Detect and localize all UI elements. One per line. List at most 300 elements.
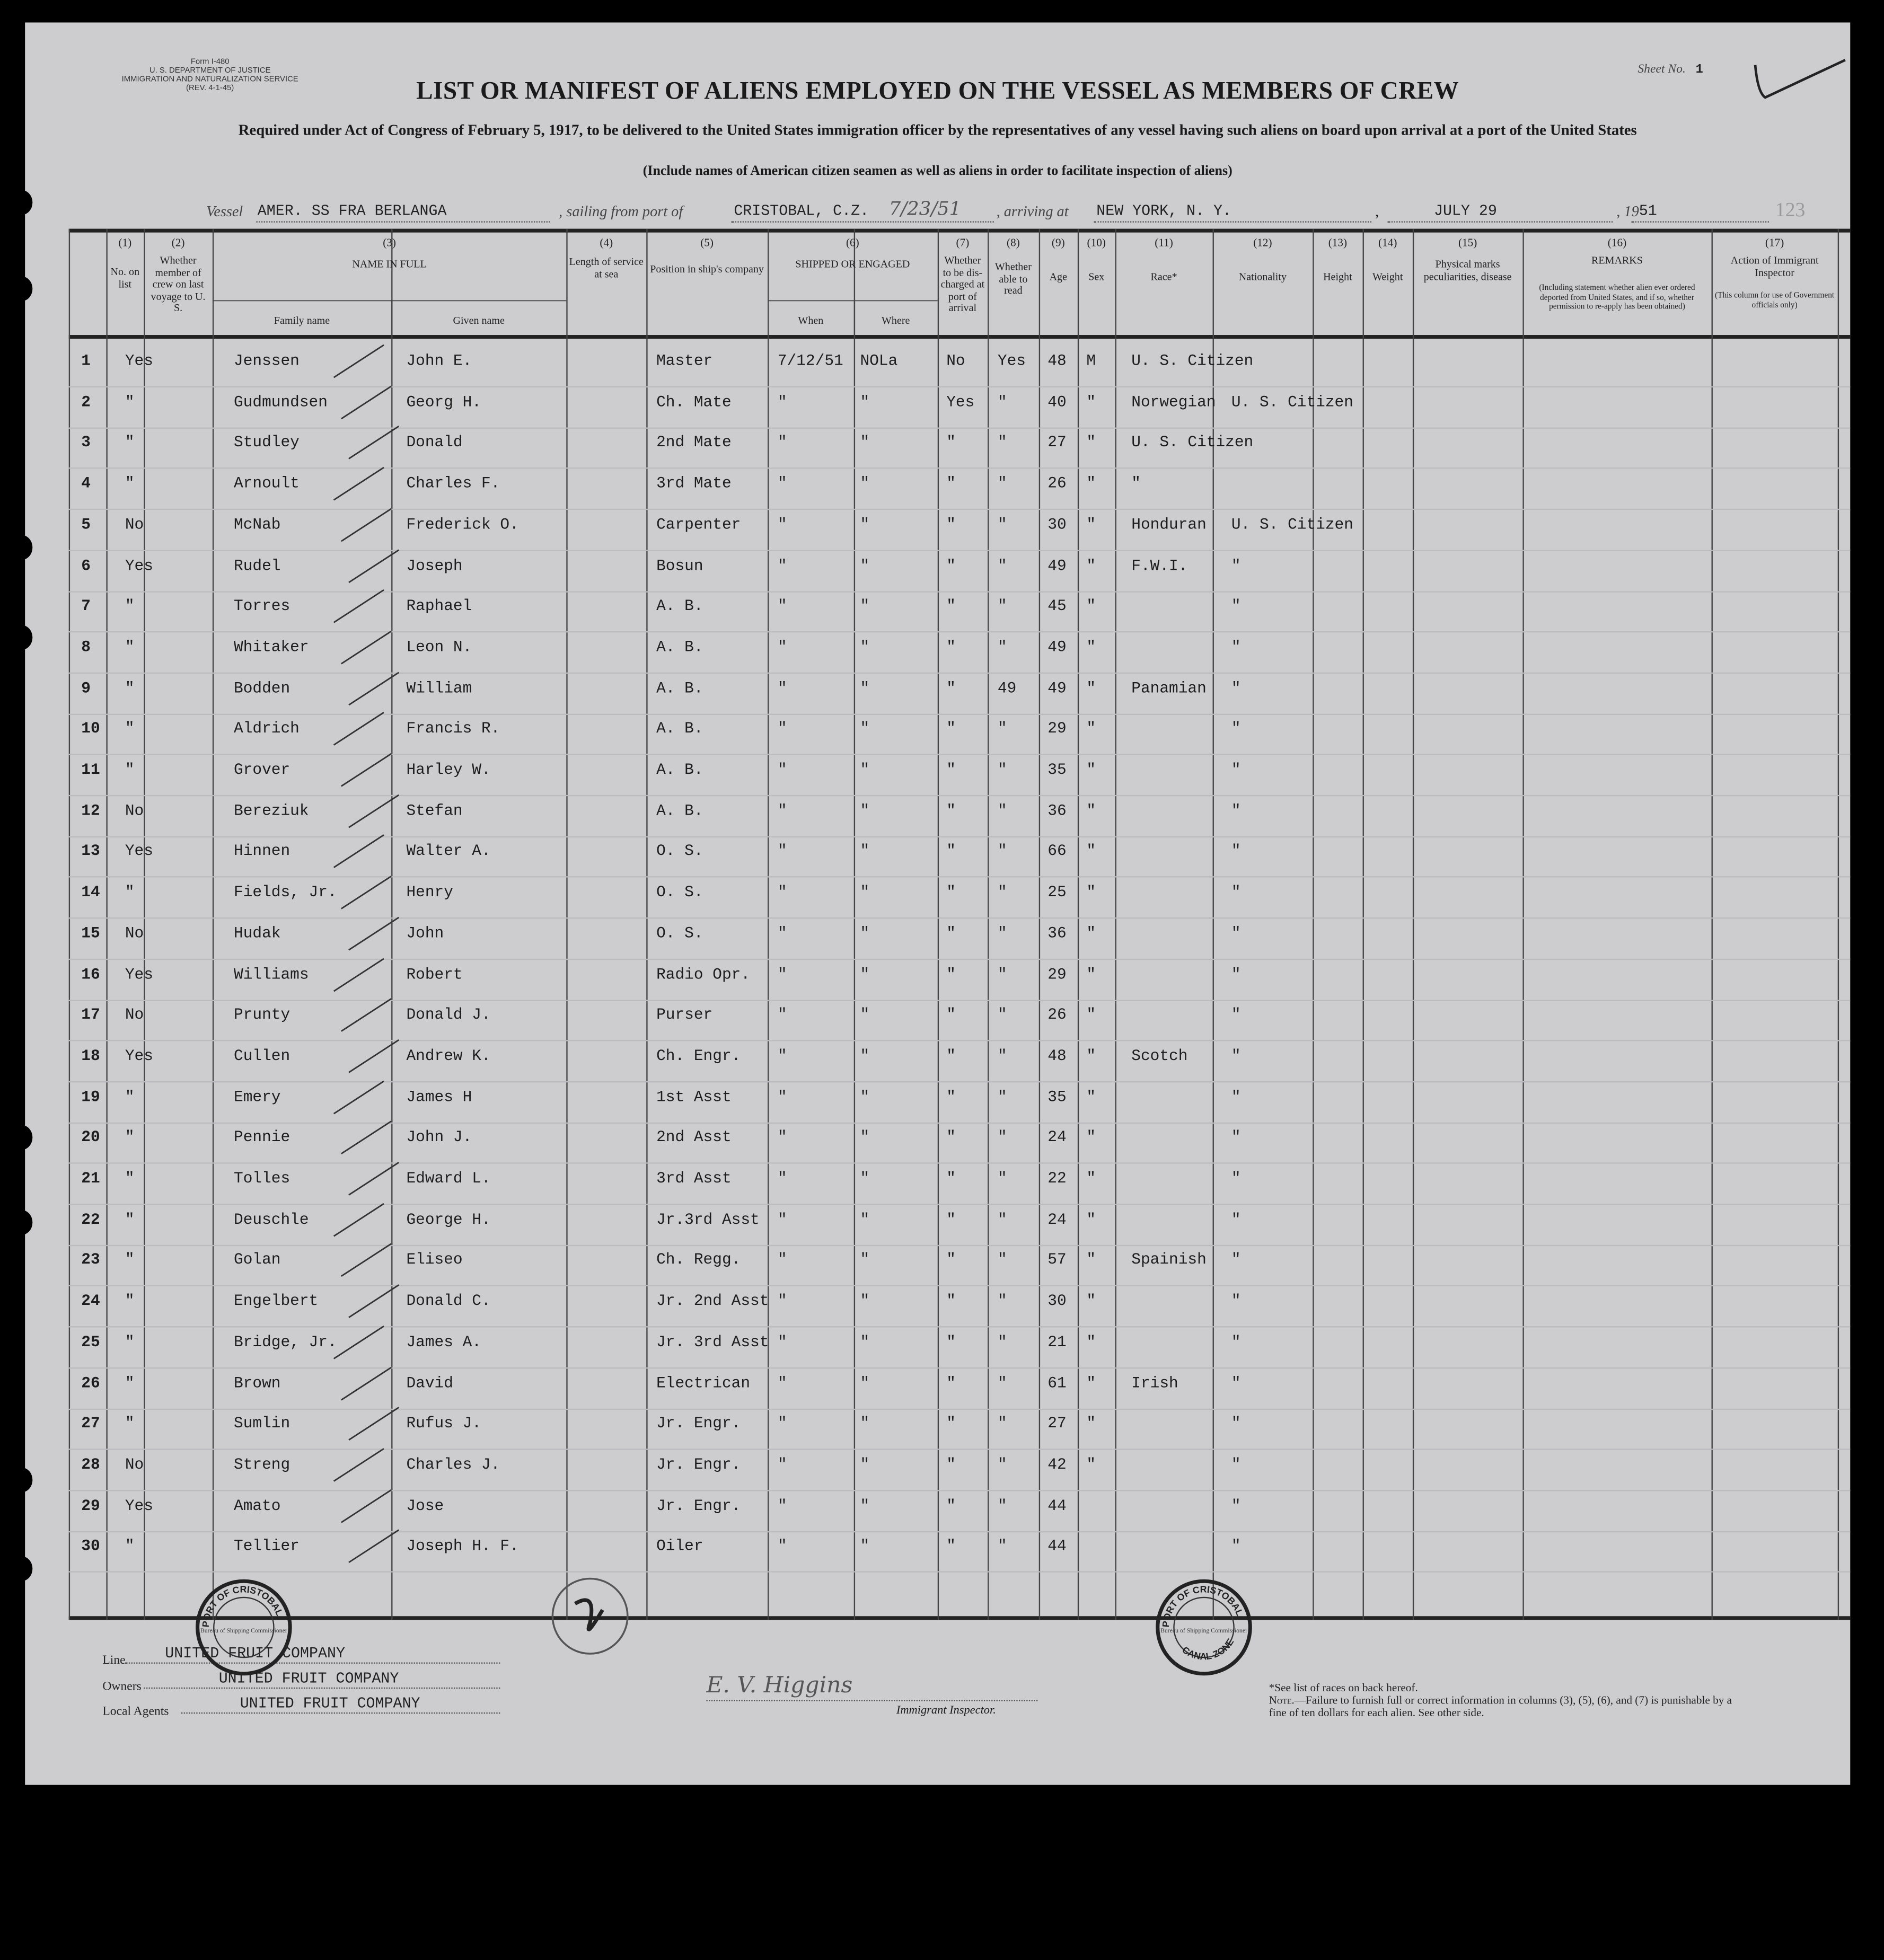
column-number: (5) [700, 236, 714, 249]
shipped-where: " [860, 884, 870, 902]
family-name: Streng [234, 1456, 290, 1474]
sex: M [1086, 352, 1096, 370]
given-name: Joseph H. F. [406, 1538, 519, 1556]
family-name: Tolles [234, 1170, 290, 1188]
nationality: " [1231, 1251, 1241, 1269]
shipped-when: " [777, 1006, 787, 1024]
column-divider [1313, 229, 1314, 1620]
crew-last-voyage: No [125, 1456, 144, 1474]
able-to-read: " [997, 434, 1007, 452]
column-divider [1413, 229, 1414, 1620]
age: 40 [1047, 393, 1067, 411]
arrival-date: JULY 29 [1433, 202, 1497, 220]
shipped-when: " [777, 884, 787, 902]
row-number: 30 [81, 1538, 100, 1556]
column-number: (4) [600, 236, 613, 249]
nationality: " [1231, 1456, 1241, 1474]
given-name: Francis R. [406, 720, 500, 738]
check-tick-icon [329, 342, 391, 380]
age: 26 [1047, 1006, 1067, 1024]
check-tick-icon [336, 629, 399, 666]
position: Jr. 2nd Asst [656, 1292, 769, 1310]
nationality: " [1231, 557, 1241, 575]
age: 61 [1047, 1374, 1067, 1392]
column-number: (3) [383, 236, 396, 249]
age: 24 [1047, 1211, 1067, 1229]
arrival-year: 51 [1639, 202, 1657, 220]
sex: " [1086, 802, 1096, 820]
shipped-when: " [777, 1415, 787, 1433]
shipped-when: " [777, 1456, 787, 1474]
shipped-when: " [777, 638, 787, 656]
row-number: 24 [81, 1292, 100, 1310]
column-divider [566, 229, 567, 1620]
sex: " [1086, 557, 1096, 575]
family-name: Emery [234, 1088, 281, 1106]
family-name: Tellier [234, 1538, 300, 1556]
shipped-where: " [860, 557, 870, 575]
sex: " [1086, 475, 1096, 493]
svg-text:CANAL ZONE: CANAL ZONE [1180, 1637, 1236, 1662]
vessel-label: Vessel [206, 202, 243, 220]
race: F.W.I. [1131, 557, 1188, 575]
service: IMMIGRATION AND NATURALIZATION SERVICE [121, 75, 298, 84]
column-header-c10: Sex [1088, 270, 1105, 282]
crew-last-voyage: " [125, 679, 135, 697]
given-name: Henry [406, 884, 453, 902]
position: Jr. Engr. [656, 1415, 741, 1433]
row-number: 23 [81, 1251, 100, 1269]
able-to-read: " [997, 1047, 1007, 1065]
port-stamp-right [1154, 1577, 1254, 1678]
crew-last-voyage: No [125, 802, 144, 820]
position: A. B. [656, 638, 703, 656]
column-divider [938, 229, 939, 1620]
shipped-when: " [777, 1170, 787, 1188]
column-header-remarks-note: (Including statement whether alien ever ordered deported from United States, and if so, whether permission to re-apply has been obtained) [1539, 284, 1695, 312]
age: 21 [1047, 1333, 1067, 1351]
sex: " [1086, 1170, 1096, 1188]
discharged: No [946, 352, 965, 370]
sheet-value: 1 [1695, 64, 1703, 78]
column-header-c2: Whether member of crew on last voyage to U. S. [151, 253, 206, 314]
row-number: 1 [81, 352, 91, 370]
row-number: 16 [81, 965, 100, 983]
column-divider [1078, 229, 1079, 1620]
position: Oiler [656, 1538, 703, 1556]
column-number: (10) [1087, 236, 1106, 249]
column-divider [1522, 229, 1524, 1620]
nationality: " [1231, 1538, 1241, 1556]
given-name: William [406, 679, 472, 697]
age: 24 [1047, 1129, 1067, 1147]
sex: " [1086, 393, 1096, 411]
shipped-where: " [860, 1333, 870, 1351]
given-name: Leon N. [406, 638, 472, 656]
nationality: " [1231, 884, 1241, 902]
column-divider [1363, 229, 1364, 1620]
position: Jr.3rd Asst [656, 1211, 760, 1229]
race: U. S. Citizen [1131, 352, 1254, 370]
sex: " [1086, 638, 1096, 656]
discharged: " [946, 1333, 956, 1351]
nationality: " [1231, 1006, 1241, 1024]
position: Jr. Engr. [656, 1497, 741, 1515]
port-to: NEW YORK, N. Y. [1096, 202, 1231, 220]
column-header-c13: Height [1323, 270, 1352, 282]
svg-text:Bureau of Shipping Commissione: Bureau of Shipping Commissioner [1160, 1626, 1248, 1634]
discharged: " [946, 638, 956, 656]
agents-label: Local Agents [102, 1705, 169, 1719]
column-number: (9) [1051, 236, 1065, 249]
note-text: —Failure to furnish full or correct information in columns (3), (5), (6), and (7) is punishable by a fine of ten dollars for each alien. See other side. [1269, 1693, 1732, 1719]
age: 35 [1047, 761, 1067, 779]
row-number: 12 [81, 802, 100, 820]
age: 49 [1047, 638, 1067, 656]
race: Spainish [1131, 1251, 1207, 1269]
sex: " [1086, 1129, 1096, 1147]
given-name: Donald C. [406, 1292, 491, 1310]
given-name: Stefan [406, 802, 463, 820]
shipped-when: " [777, 516, 787, 534]
shipped-where: NOLa [860, 352, 898, 370]
row-number: 22 [81, 1211, 100, 1229]
column-header-c4: Length of service at sea [569, 255, 644, 280]
able-to-read: " [997, 516, 1007, 534]
given-name: James A. [406, 1333, 481, 1351]
check-tick-icon [336, 383, 399, 421]
shipped-where: " [860, 761, 870, 779]
column-number: (15) [1458, 236, 1477, 249]
crew-last-voyage: " [125, 1129, 135, 1147]
check-tick-icon [344, 915, 407, 952]
given-name: Charles F. [406, 475, 500, 493]
age: 42 [1047, 1456, 1067, 1474]
position: O. S. [656, 843, 703, 861]
given-name: James H [406, 1088, 472, 1106]
age: 44 [1047, 1497, 1067, 1515]
agents-value: UNITED FRUIT COMPANY [240, 1694, 420, 1712]
race: Scotch [1131, 1047, 1188, 1065]
sex: " [1086, 1006, 1096, 1024]
family-name: McNab [234, 516, 281, 534]
row-number: 13 [81, 843, 100, 861]
discharged: " [946, 1006, 956, 1024]
column-header-given-name: Given name [453, 313, 505, 326]
column-divider [1712, 229, 1713, 1620]
crew-last-voyage: " [125, 761, 135, 779]
family-name: Pennie [234, 1129, 290, 1147]
owners-value: UNITED FRUIT COMPANY [218, 1670, 399, 1688]
position: Purser [656, 1006, 713, 1024]
sex: " [1086, 1415, 1096, 1433]
family-name: Cullen [234, 1047, 290, 1065]
vessel-name: AMER. SS FRA BERLANGA [257, 202, 447, 220]
shipped-when: " [777, 720, 787, 738]
crew-last-voyage: No [125, 924, 144, 942]
column-header-inspector-note: (This column for use of Government officials only) [1714, 291, 1835, 310]
nationality: " [1231, 802, 1241, 820]
age: 30 [1047, 516, 1067, 534]
able-to-read: " [997, 557, 1007, 575]
shipped-where: " [860, 638, 870, 656]
position: Ch. Engr. [656, 1047, 741, 1065]
check-tick-icon [344, 792, 407, 829]
column-number: (7) [956, 236, 970, 249]
row-number: 10 [81, 720, 100, 738]
check-tick-icon [329, 588, 391, 625]
discharged: " [946, 597, 956, 615]
column-header-when: When [798, 313, 824, 326]
column-divider [106, 229, 107, 1620]
family-name: Hinnen [234, 843, 290, 861]
column-number: (8) [1007, 236, 1020, 249]
nationality: " [1231, 679, 1241, 697]
given-name: David [406, 1374, 453, 1392]
column-number: (6) [846, 236, 859, 249]
row-number: 2 [81, 393, 91, 411]
age: 30 [1047, 1292, 1067, 1310]
age: 48 [1047, 1047, 1067, 1065]
nationality: U. S. Citizen [1231, 516, 1353, 534]
revision: (REV. 4-1-45) [186, 84, 234, 93]
row-number: 25 [81, 1333, 100, 1351]
discharged: " [946, 434, 956, 452]
column-divider [144, 229, 145, 1620]
discharged: " [946, 516, 956, 534]
nationality: " [1231, 1170, 1241, 1188]
able-to-read: 49 [997, 679, 1017, 697]
sex: " [1086, 1047, 1096, 1065]
discharged: " [946, 1088, 956, 1106]
shipped-when: " [777, 924, 787, 942]
able-to-read: " [997, 1088, 1007, 1106]
given-name: John J. [406, 1129, 472, 1147]
shipped-where: " [860, 843, 870, 861]
check-tick-icon [336, 996, 399, 1034]
row-number: 7 [81, 597, 91, 615]
crew-last-voyage: Yes [125, 843, 153, 861]
crew-table [69, 229, 1851, 1620]
position: Jr. 3rd Asst [656, 1333, 769, 1351]
shipped-where: " [860, 1211, 870, 1229]
shipped-when: " [777, 843, 787, 861]
nationality: " [1231, 965, 1241, 983]
column-header-c1: No. on list [110, 264, 140, 289]
able-to-read: " [997, 1374, 1007, 1392]
family-name: Brown [234, 1374, 281, 1392]
nationality: " [1231, 720, 1241, 738]
nationality: " [1231, 1497, 1241, 1515]
crew-last-voyage: " [125, 597, 135, 615]
crew-last-voyage: Yes [125, 965, 153, 983]
nationality: " [1231, 1047, 1241, 1065]
position: Electrican [656, 1374, 751, 1392]
age: 27 [1047, 1415, 1067, 1433]
family-name: Deuschle [234, 1211, 309, 1229]
check-tick-icon [344, 1405, 407, 1443]
shipped-where: " [860, 1538, 870, 1556]
shipped-when: " [777, 475, 787, 493]
discharged: " [946, 1292, 956, 1310]
stamp-number: 123 [1775, 200, 1806, 222]
position: A. B. [656, 761, 703, 779]
able-to-read: " [997, 393, 1007, 411]
shipped-when: " [777, 1088, 787, 1106]
owners-label: Owners [102, 1680, 142, 1694]
column-header-c5: Position in ship's company [650, 262, 764, 275]
check-tick-icon [329, 1323, 391, 1361]
shipped-when: " [777, 1129, 787, 1147]
nationality: " [1231, 1374, 1241, 1392]
position: 3rd Mate [656, 475, 732, 493]
able-to-read: " [997, 1129, 1007, 1147]
discharged: " [946, 1497, 956, 1515]
crew-last-voyage: Yes [125, 1047, 153, 1065]
discharged: " [946, 1251, 956, 1269]
column-number: (2) [171, 236, 185, 249]
row-number: 18 [81, 1047, 100, 1065]
column-header-c6: SHIPPED OR ENGAGED [795, 257, 910, 270]
given-name: Eliseo [406, 1251, 463, 1269]
discharged: " [946, 679, 956, 697]
nationality: " [1231, 843, 1241, 861]
row-number: 14 [81, 884, 100, 902]
handwritten-date: 7/23/51 [888, 197, 962, 220]
family-name: Golan [234, 1251, 281, 1269]
nationality: " [1231, 1211, 1241, 1229]
position: 3rd Asst [656, 1170, 732, 1188]
crew-last-voyage: " [125, 1088, 135, 1106]
age: 44 [1047, 1538, 1067, 1556]
crew-last-voyage: No [125, 516, 144, 534]
column-divider [854, 229, 855, 1620]
age: 36 [1047, 802, 1067, 820]
nationality: " [1231, 1292, 1241, 1310]
discharged: " [946, 761, 956, 779]
position: A. B. [656, 679, 703, 697]
shipped-when: " [777, 393, 787, 411]
able-to-read: " [997, 924, 1007, 942]
age: 36 [1047, 924, 1067, 942]
discharged: " [946, 1374, 956, 1392]
crew-last-voyage: " [125, 638, 135, 656]
row-number: 17 [81, 1006, 100, 1024]
voyage-line: Vessel AMER. SS FRA BERLANGA , sailing from port of CRISTOBAL, C.Z. 7/23/51 , arriving at NEW YORK, N. Y. , JULY 29 , 19 51 123 [206, 202, 1832, 227]
shipped-when: " [777, 965, 787, 983]
shipped-when: " [777, 1538, 787, 1556]
check-tick-icon [329, 1201, 391, 1239]
row-number: 6 [81, 557, 91, 575]
given-name: Joseph [406, 557, 463, 575]
sex: " [1086, 965, 1096, 983]
column-divider [1039, 229, 1040, 1620]
port-stamp-left [194, 1577, 294, 1678]
sex: " [1086, 679, 1096, 697]
age: 29 [1047, 965, 1067, 983]
discharged: " [946, 1170, 956, 1188]
shipped-where: " [860, 1006, 870, 1024]
column-divider [988, 229, 989, 1620]
age: 48 [1047, 352, 1067, 370]
position: Bosun [656, 557, 703, 575]
shipped-when: " [777, 597, 787, 615]
shipped-when: " [777, 761, 787, 779]
column-number: (16) [1607, 236, 1627, 249]
shipped-where: " [860, 597, 870, 615]
discharged: " [946, 1415, 956, 1433]
arriving-label: , arriving at [996, 202, 1069, 220]
family-name: Fields, Jr. [234, 884, 337, 902]
able-to-read: " [997, 1251, 1007, 1269]
sex: " [1086, 1333, 1096, 1351]
svg-text:Bureau of Shipping Commissione: Bureau of Shipping Commissioner [200, 1626, 287, 1634]
able-to-read: " [997, 1170, 1007, 1188]
row-number: 5 [81, 516, 91, 534]
discharged: " [946, 843, 956, 861]
crew-last-voyage: " [125, 475, 135, 493]
check-tick-icon [336, 506, 399, 544]
sex: " [1086, 884, 1096, 902]
sex: " [1086, 434, 1096, 452]
given-name: George H. [406, 1211, 491, 1229]
row-number: 26 [81, 1374, 100, 1392]
column-divider [646, 229, 647, 1620]
family-name: Amato [234, 1497, 281, 1515]
able-to-read: " [997, 761, 1007, 779]
position: 2nd Mate [656, 434, 732, 452]
position: A. B. [656, 720, 703, 738]
age: 22 [1047, 1170, 1067, 1188]
given-name: John E. [406, 352, 472, 370]
inspector-label: Immigrant Inspector. [896, 1705, 996, 1718]
race: Irish [1131, 1374, 1178, 1392]
svg-text:PORT OF CRISTOBAL: PORT OF CRISTOBAL [200, 1584, 285, 1628]
discharged: " [946, 720, 956, 738]
line-label: Line [102, 1654, 126, 1667]
given-name: Georg H. [406, 393, 481, 411]
shipped-when: " [777, 557, 787, 575]
shipped-when: " [777, 434, 787, 452]
family-name: Studley [234, 434, 300, 452]
column-header-c17: Action of Immigrant Inspector [1730, 253, 1819, 278]
given-name: Rufus J. [406, 1415, 481, 1433]
family-name: Arnoult [234, 475, 300, 493]
shipped-when: " [777, 1251, 787, 1269]
shipped-when: " [777, 1374, 787, 1392]
column-number: (12) [1253, 236, 1272, 249]
sex: " [1086, 516, 1096, 534]
column-header-c12: Nationality [1238, 270, 1287, 282]
row-number: 11 [81, 761, 100, 779]
sex: " [1086, 1292, 1096, 1310]
position: O. S. [656, 924, 703, 942]
position: Jr. Engr. [656, 1456, 741, 1474]
discharged: " [946, 1538, 956, 1556]
able-to-read: " [997, 802, 1007, 820]
position: 1st Asst [656, 1088, 732, 1106]
shipped-where: " [860, 475, 870, 493]
column-header-c9: Age [1049, 270, 1067, 282]
check-tick-icon [344, 424, 407, 462]
family-name: Bereziuk [234, 802, 309, 820]
shipped-where: " [860, 1456, 870, 1474]
position: Carpenter [656, 516, 741, 534]
given-name: Andrew K. [406, 1047, 491, 1065]
row-number: 4 [81, 475, 91, 493]
crew-last-voyage: " [125, 1415, 135, 1433]
line-value: UNITED FRUIT COMPANY [165, 1645, 345, 1663]
